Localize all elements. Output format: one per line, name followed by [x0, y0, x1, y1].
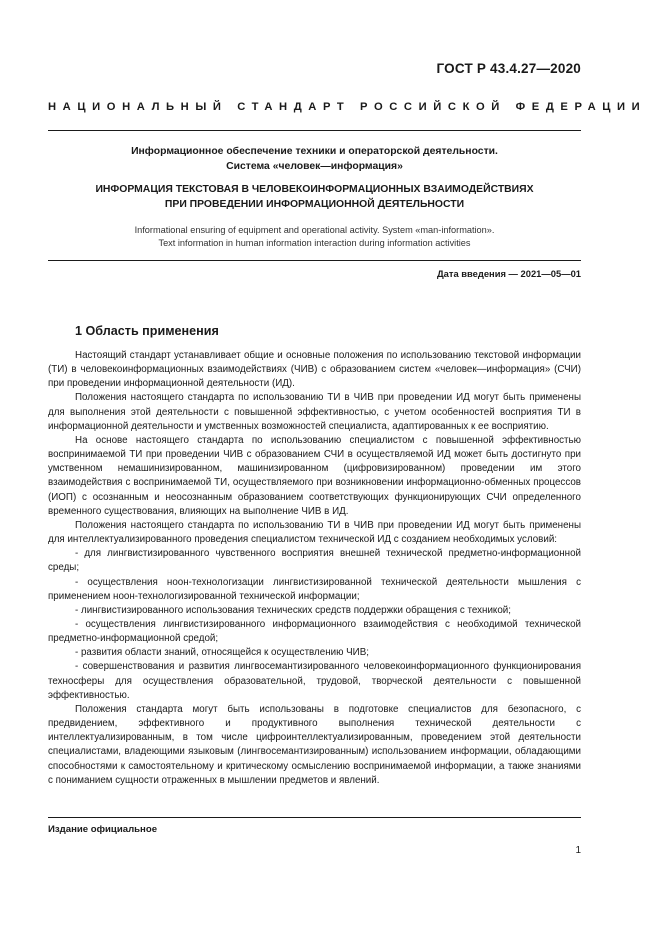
paragraph: Положения настоящего стандарта по использованию ТИ в ЧИВ при проведении ИД могут быть применены для выполнения этой деятельности с повышенной эффективностью, с учетом особенностей восприятия ТИ в информационной деятельности и умственных возможностей специалиста, адаптированных к ее восприятию. [48, 392, 581, 432]
list-item: - для лингвистизированного чувственного восприятия внешней технической предметно-информационной среды; [48, 548, 581, 574]
series-title-line-2: Система «человек—информация» [226, 160, 403, 172]
paragraph: Положения стандарта могут быть использованы в подготовке специалистов для безопасного, с предвидением, эффективного и продуктивного выполнения технической деятельности с интеллектуализированным, в том числе цифроинтеллектуализированным, проведением этой деятельности специалистами, владеющими языковым (лингвосемантизированным) использованием информации, обладающими способностями к самостоятельному и критическому осмыслению воспринимаемой информации, а также знаниями с пониманием сущности отраженных в мышлении предметов и явлений. [48, 703, 581, 786]
national-standard-title: НАЦИОНАЛЬНЫЙ СТАНДАРТ РОССИЙСКОЙ ФЕДЕРАЦИИ [48, 101, 647, 113]
section-heading: 1 Область применения [75, 324, 219, 338]
introduction-date: Дата введения — 2021—05—01 [436, 268, 581, 279]
list-item: - осуществления лингвистизированного информационного взаимодействия с необходимой технической предметно-информационной средой; [48, 618, 581, 645]
list-item: - совершенствования и развития лингвосемантизированного человекоинформационного функционирования техносферы для осуществления образовательной, трудовой, творческой деятельности с повышенной эффективностью. [48, 661, 581, 701]
list-item: - развития области знаний, относящейся к осуществлению ЧИВ; [75, 647, 369, 659]
footer-divider [48, 817, 581, 818]
english-title-line-1: Informational ensuring of equipment and operational activity. System «man-information». [134, 225, 495, 235]
list-item: - осуществления ноон-технологизации лингвистизированной технической деятельности мышления с применением ноон-технологизированной технической информации; [48, 576, 581, 602]
paragraph: Настоящий стандарт устанавливает общие и основные положения по использованию текстовой информации (ТИ) в человекоинформационных взаимодействиях (ЧИВ) с образованием систем «человек—информация» (СЧИ) при проведении информационной деятельности (ИД). [48, 350, 581, 390]
english-title [48, 224, 581, 250]
paragraph: Положения настоящего стандарта по использованию ТИ в ЧИВ при проведении ИД могут быть применены для интеллектуализированного проведения специалистом технической ИД с созданием необходимых условий: [48, 519, 581, 546]
series-title-line-1: Информационное обеспечение техники и операторской деятельности. [131, 146, 498, 157]
header-divider [48, 130, 581, 131]
english-title-line-2: Text information in human information interaction during information activities [158, 238, 471, 248]
document-title [48, 183, 581, 212]
title-divider [48, 260, 581, 261]
document-title-line-2: ПРИ ПРОВЕДЕНИИ ИНФОРМАЦИОННОЙ ДЕЯТЕЛЬНОСТИ [164, 198, 465, 210]
standard-code: ГОСТ Р 43.4.27—2020 [436, 61, 581, 76]
document-title-line-1: ИНФОРМАЦИЯ ТЕКСТОВАЯ В ЧЕЛОВЕКОИНФОРМАЦИОННЫХ ВЗАИМОДЕЙСТВИЯХ [95, 184, 534, 195]
page-number: 1 [575, 845, 581, 856]
list-item: - лингвистизированного использования технических средств поддержки обращения с техникой; [75, 604, 511, 616]
paragraph: На основе настоящего стандарта по использованию специалистом с повышенной эффективностью воспринимаемой ТИ при проведении ЧИВ с образованием СЧИ в осуществляемой ИД может быть достигнуто при умственном немашинизированном, машинизированном (цифровизированном) проведении им этого взаимодействия с воспринимаемой ТИ, осуществляемого при возникновении информационно-обменных процессов (ИОП) с осознанным и неосознанным образованием соответствующих функционирующих СЧИ определенного временного существования, влияющих на выполнение ЧИВ в ИД. [48, 434, 581, 517]
section-body [48, 349, 581, 788]
series-title [48, 145, 581, 174]
edition-label: Издание официальное [48, 824, 158, 835]
